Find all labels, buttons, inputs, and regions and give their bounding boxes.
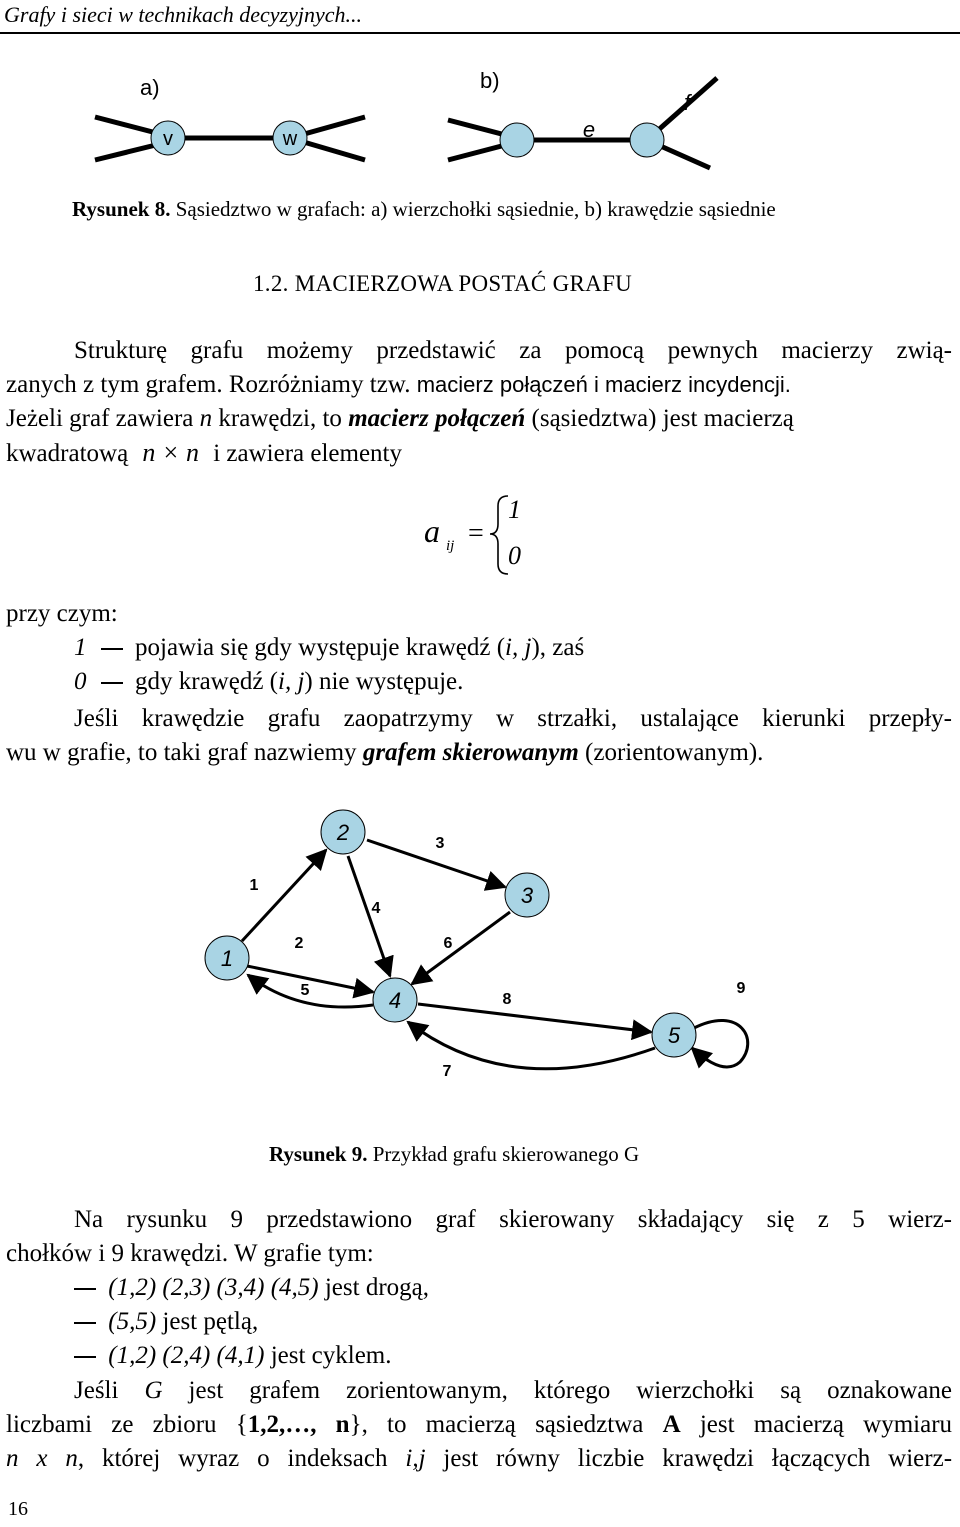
para3-item-1	[74, 1271, 429, 1305]
edge-label-3: 3	[435, 835, 445, 852]
para1-term-macierz-polaczen: macierz połączeń	[348, 405, 526, 432]
para4-line2-b: }, to macierzą sąsiedztwa	[349, 1411, 644, 1438]
formula-equals: =	[468, 518, 484, 549]
edge-label-9: 9	[736, 980, 746, 997]
para1-line3-c: (sąsiedztwa) jest macierzą	[531, 405, 794, 432]
para3-item-1-a: (1,2) (2,3) (3,4) (4,5)	[108, 1274, 319, 1301]
figure-8-caption	[72, 197, 776, 222]
przy-item-1	[74, 631, 584, 665]
edge-label-2: 2	[294, 935, 304, 952]
przy-item-1-text: pojawia się gdy występuje krawędź (	[135, 634, 506, 661]
para4-line2-set: 1,2,…, n	[247, 1411, 350, 1438]
edge-4-5	[418, 1004, 651, 1032]
para1-line1: Strukturę grafu możemy przedstawić za pomocą pewnych macierzy zwią-	[74, 337, 952, 364]
para1-line4-a: kwadratową	[6, 440, 129, 467]
para3-item-1-b: jest drogą,	[324, 1274, 429, 1301]
edge-label-8: 8	[502, 991, 512, 1008]
przy-item-2-text: gdy krawędź (	[135, 668, 278, 695]
figure-8-label-b: b)	[480, 68, 500, 93]
para1-line4-b: i zawiera elementy	[213, 440, 403, 467]
para4-line1	[74, 1374, 952, 1408]
para4-line2-A: A	[662, 1411, 681, 1438]
para1-line2-b: macierz połączeń i macierz incydencji.	[416, 372, 791, 397]
para4-line1-a: Jeśli	[74, 1377, 119, 1404]
para3-item-3	[74, 1339, 392, 1373]
edge-label-1: 1	[249, 877, 259, 894]
para4-line2	[6, 1408, 952, 1442]
para4-line3	[6, 1442, 952, 1476]
przy-item-2	[74, 665, 463, 699]
para1-line4	[6, 436, 402, 471]
para2-line2-b: (zorientowanym).	[585, 739, 764, 766]
formula-subscript: ij	[446, 538, 455, 554]
para4-line1-g: G	[144, 1377, 163, 1404]
para4-line3-a: n x n	[6, 1445, 78, 1472]
figure-9-caption-bold: Rysunek 9.	[269, 1142, 368, 1166]
header-rule	[0, 32, 960, 34]
przy-item-2-ij: i, j	[278, 668, 305, 695]
figure-9-graph	[180, 800, 780, 1100]
edge-label-5: 5	[300, 982, 310, 999]
node-2-label: 2	[336, 820, 350, 845]
para4-line3-c: jest równy liczbie krawędzi łączących wierz-	[443, 1445, 953, 1472]
figure-9-caption	[269, 1142, 639, 1167]
page-number: 16	[8, 1498, 28, 1520]
figure-8-label-a: a)	[140, 75, 160, 100]
para4-line1-b: jest grafem zorientowanym, którego wierzchołki są oznakowane	[188, 1377, 953, 1404]
para2-line1: Jeśli krawędzie grafu zaopatrzymy w strzałki, ustalające kierunki przepły-	[74, 705, 952, 732]
przy-item-1-val: 1	[74, 634, 87, 661]
para1-line3-n: n	[199, 405, 213, 432]
para2-line2	[6, 736, 763, 770]
przy-czym: przy czym:	[6, 600, 118, 627]
para1-line2	[6, 368, 791, 402]
przy-item-2-val: 0	[74, 668, 87, 695]
node-b-left	[500, 123, 534, 157]
edge-label-7: 7	[442, 1063, 452, 1080]
edge-f-label: f	[683, 90, 691, 115]
formula-lhs: a	[424, 513, 440, 549]
przy-item-2-end: ) nie występuje.	[304, 668, 464, 695]
running-header: Grafy i sieci w technikach decyzyjnych...	[4, 2, 362, 27]
node-4-label: 4	[388, 988, 402, 1013]
node-v-label: v	[163, 128, 173, 150]
node-1-label: 1	[220, 946, 234, 971]
przy-item-1-ij: i, j	[505, 634, 532, 661]
para3-item-2	[74, 1305, 258, 1339]
edge-e-label: e	[582, 117, 596, 142]
edge-1-2	[242, 850, 326, 941]
para1-line3	[6, 402, 794, 436]
figure-8-caption-bold: Rysunek 8.	[72, 197, 171, 221]
para1-line3-b: krawędzi, to	[218, 405, 342, 432]
para4-line2-a: liczbami ze zbioru {	[6, 1411, 248, 1438]
node-3-label: 3	[520, 883, 534, 908]
para4-line2-c: jest macierzą wymiaru	[699, 1411, 953, 1438]
para1-line2-a: zanych z tym grafem. Rozróżniamy tzw.	[6, 371, 411, 398]
para4-line3-b: , której wyraz o indeksach	[77, 1445, 388, 1472]
section-heading: 1.2. MACIERZOWA POSTAĆ GRAFU	[253, 271, 633, 296]
dash-2	[101, 682, 123, 684]
node-w-label: w	[282, 128, 298, 150]
para3-item-3-b: jest cyklem.	[270, 1342, 392, 1369]
para1-line3-a: Jeżeli graf zawiera	[6, 405, 194, 432]
figure-8-caption-text: Sąsiedztwo w grafach: a) wierzchołki sąsiednie, b) krawędzie sąsiednie	[175, 197, 776, 221]
para3-line2: chołków i 9 krawędzi. W grafie tym:	[6, 1240, 374, 1267]
node-5-label: 5	[667, 1023, 681, 1048]
formula-brace	[490, 496, 508, 574]
dash-5	[74, 1356, 96, 1358]
para2-line2-a: wu w grafie, to taki graf nazwiemy	[6, 739, 357, 766]
formula-value-0: 0	[508, 541, 521, 570]
para3-item-3-a: (1,2) (2,4) (4,1)	[108, 1342, 265, 1369]
edge-5-5-loop	[692, 1020, 748, 1067]
edge-label-6: 6	[443, 935, 453, 952]
node-b-right	[630, 123, 664, 157]
figure-9-caption-text: Przykład grafu skierowanego G	[372, 1142, 640, 1166]
dash-1	[101, 648, 123, 650]
para4-line3-ij: i,j	[405, 1445, 426, 1472]
dash-3	[74, 1288, 96, 1290]
przy-item-1-end: ), zaś	[531, 634, 585, 661]
para2-term-graf-skierowany: grafem skierowanym	[362, 739, 579, 766]
para3-item-2-b: jest pętlą,	[162, 1308, 259, 1335]
formula-value-1: 1	[508, 495, 521, 524]
dash-4	[74, 1322, 96, 1324]
para1-line4-nn: n × n	[142, 438, 199, 467]
edge-label-4: 4	[371, 900, 381, 917]
para3-line1: Na rysunku 9 przedstawiono graf skierowany składający się z 5 wierz-	[74, 1206, 952, 1233]
edge-3-4	[412, 912, 510, 984]
edge-2-4	[348, 856, 390, 976]
formula-aij	[420, 490, 560, 580]
figure-8-graph	[80, 60, 780, 180]
para3-item-2-a: (5,5)	[108, 1308, 157, 1335]
